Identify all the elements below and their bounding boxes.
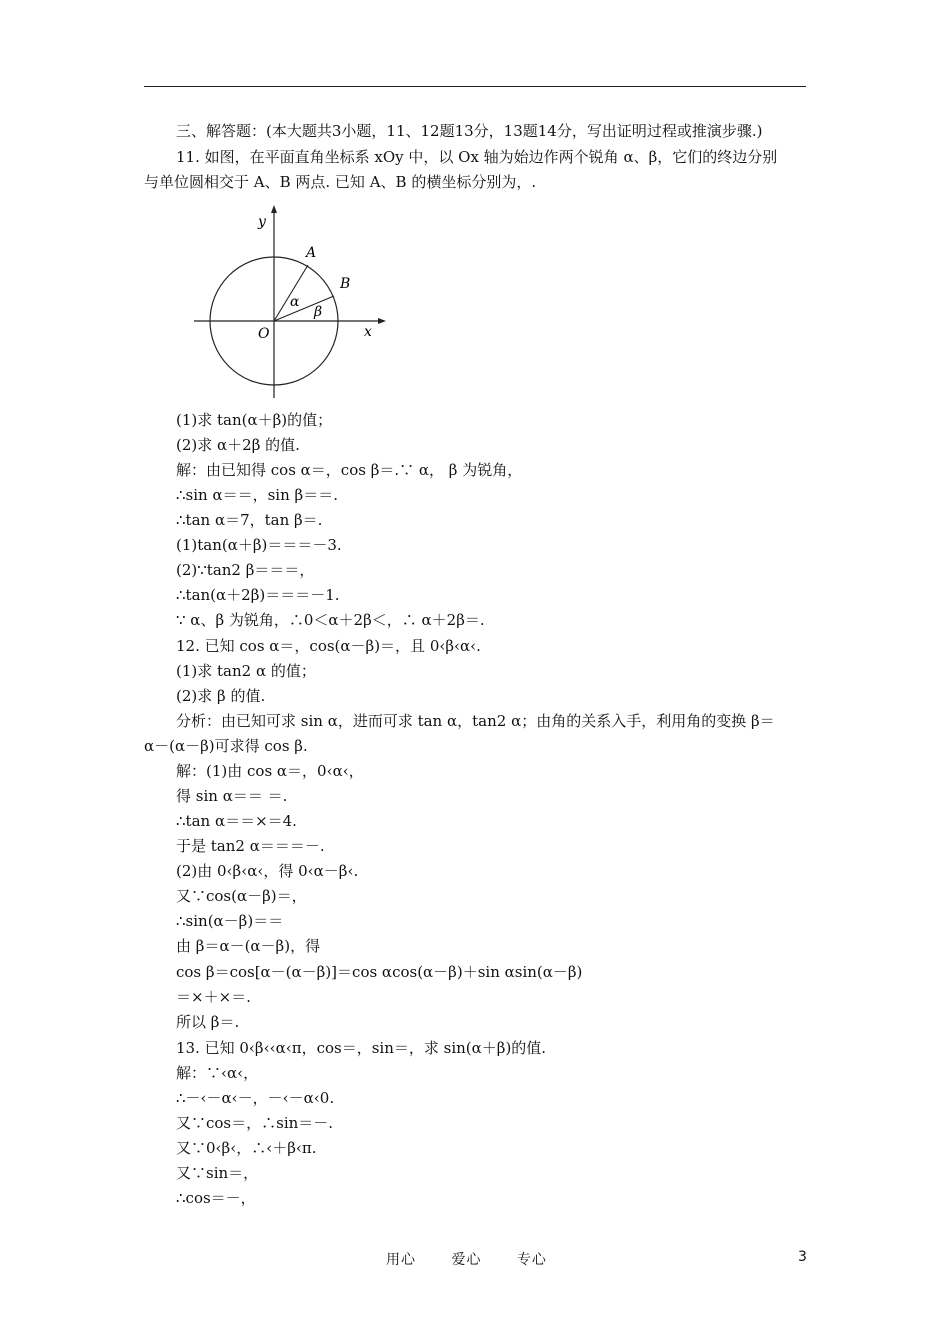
solution-line: ＝×＋×＝.: [176, 988, 251, 1006]
solution-line: 解：由已知得 cos α＝，cos β＝.∵ α， β 为锐角，: [176, 461, 523, 479]
x-axis-arrow: [378, 318, 386, 324]
solution-line: 解：(1)由 cos α＝，0‹α‹，: [176, 762, 364, 780]
solution-line: 解：∵‹α‹，: [176, 1064, 259, 1082]
analysis-line: 分析：由已知可求 sin α，进而可求 tan α，tan2 α；由角的关系入手，利用角的变换 β＝: [176, 712, 775, 730]
problem-12-statement: 12. 已知 cos α＝，cos(α－β)＝，且 0‹β‹α‹.: [176, 637, 481, 655]
terminal-side-a: [274, 265, 308, 321]
problem-11-part-2: (2)求 α＋2β 的值.: [176, 436, 300, 454]
solution-line: 又∵cos(α－β)＝，: [176, 887, 307, 905]
y-axis-arrow: [271, 205, 277, 213]
x-axis-label: x: [364, 324, 372, 340]
solution-line: 由 β＝α－(α－β)，得: [176, 937, 321, 955]
solution-line: 得 sin α＝＝ ＝.: [176, 787, 288, 805]
footer-word: 专心: [516, 1252, 547, 1268]
solution-line: ∴tan α＝＝×＝4.: [176, 812, 297, 830]
footer-motto: [386, 1249, 577, 1269]
solution-line: cos β＝cos[α－(α－β)]＝cos αcos(α－β)＋sin αsin(α－β): [176, 963, 583, 981]
analysis-line-cont: α－(α－β)可求得 cos β.: [144, 737, 308, 755]
angle-beta-label: β: [314, 304, 323, 320]
problem-11-part-1: (1)求 tan(α＋β)的值；: [176, 411, 333, 429]
problem-13-statement: 13. 已知 0‹β‹‹α‹π，cos＝，sin＝，求 sin(α＋β)的值.: [176, 1039, 547, 1057]
terminal-side-b: [274, 296, 334, 321]
solution-line: ∴sin α＝＝，sin β＝＝.: [176, 486, 338, 504]
solution-line: (1)tan(α＋β)＝＝＝－3.: [176, 536, 342, 554]
solution-line: ∵ α、β 为锐角，∴0＜α＋2β＜，∴ α＋2β＝.: [176, 611, 485, 629]
origin-label: O: [258, 326, 270, 342]
solution-line: ∴sin(α－β)＝＝: [176, 912, 284, 930]
solution-line: 又∵sin＝，: [176, 1164, 259, 1182]
solution-line: 又∵cos＝，∴sin＝－.: [176, 1114, 334, 1132]
problem-12-part-2: (2)求 β 的值.: [176, 687, 266, 705]
problem-12-part-1: (1)求 tan2 α 的值；: [176, 662, 316, 680]
solution-line: 所以 β＝.: [176, 1013, 240, 1031]
unit-circle-figure: [188, 202, 398, 400]
point-b-label: B: [340, 276, 351, 292]
page-number: 3: [798, 1249, 807, 1265]
solution-line: ∴tan(α＋2β)＝＝＝－1.: [176, 586, 340, 604]
solution-line: (2)由 0‹β‹α‹，得 0‹α－β‹.: [176, 862, 359, 880]
angle-alpha-label: α: [290, 294, 300, 310]
solution-line: 于是 tan2 α＝＝＝－.: [176, 837, 325, 855]
solution-line: ∴tan α＝7，tan β＝.: [176, 511, 323, 529]
problem-11-statement-cont: 与单位圆相交于 A、B 两点. 已知 A、B 的横坐标分别为，.: [144, 173, 537, 191]
solution-line: ∴cos＝－，: [176, 1189, 256, 1207]
solution-line: (2)∵tan2 β＝＝＝，: [176, 561, 315, 579]
unit-circle-diagram: [188, 202, 398, 400]
solution-line: ∴－‹－α‹－，－‹－α‹0.: [176, 1089, 335, 1107]
problem-11-statement: 11. 如图，在平面直角坐标系 xOy 中，以 Ox 轴为始边作两个锐角 α、β，它们的终边分别: [176, 148, 778, 166]
y-axis-label: y: [258, 214, 266, 230]
solution-line: 又∵0‹β‹，∴‹＋β‹π.: [176, 1139, 317, 1157]
footer-word: 爱心: [451, 1252, 482, 1268]
footer-word: 用心: [386, 1252, 416, 1268]
point-a-label: A: [306, 245, 317, 261]
section-heading: 三、解答题：(本大题共3小题，11、12题13分，13题14分，写出证明过程或推演步骤.): [176, 122, 763, 140]
header-rule: [144, 86, 806, 87]
